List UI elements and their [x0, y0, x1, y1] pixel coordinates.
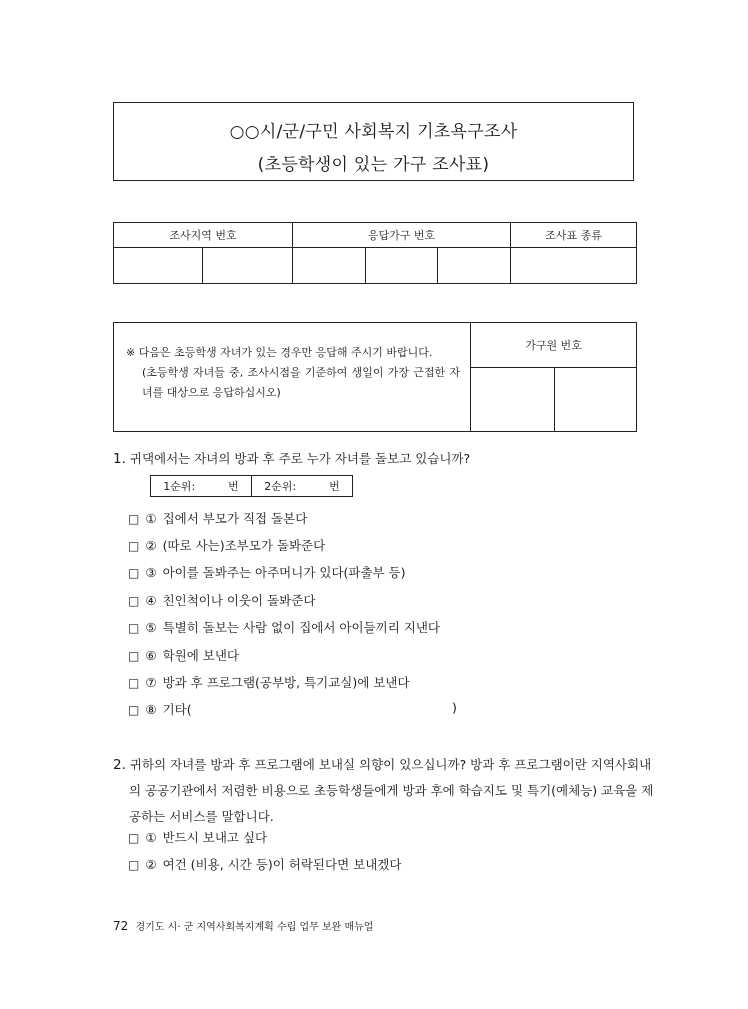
option-number: ③ — [145, 565, 157, 580]
question-2-text-1: 귀하의 자녀를 방과 후 프로그램에 보내실 의향이 있으십니까? 방과 후 프로그램이란 지역사회내 — [129, 757, 652, 772]
q1-option-3[interactable] — [128, 563, 406, 581]
member-number-header: 가구원 번호 — [471, 323, 637, 368]
survey-title: ○○시/군/구민 사회복지 기초욕구조사 — [229, 122, 518, 142]
q1-option-8[interactable] — [128, 700, 192, 718]
option-number: ② — [145, 857, 157, 872]
option-text: 집에서 부모가 직접 돌본다 — [162, 511, 308, 526]
notice-table — [113, 322, 637, 432]
option-number: ① — [145, 511, 157, 526]
option-text: 반드시 보내고 싶다 — [162, 830, 268, 845]
region-number-header: 조사지역 번호 — [114, 223, 293, 248]
page-footer — [113, 918, 373, 933]
form-type-cell[interactable] — [511, 248, 637, 284]
rank-1-label: 1순위: — [163, 480, 196, 493]
checkbox[interactable]: □ — [128, 594, 140, 608]
survey-title-box — [113, 102, 634, 181]
q1-option-6[interactable] — [128, 646, 239, 664]
question-1-text: 귀댁에서는 자녀의 방과 후 주로 누가 자녀를 돌보고 있습니까? — [129, 451, 471, 466]
option-text: 아이를 돌봐주는 아주머니가 있다(파출부 등) — [162, 565, 406, 580]
option-text: 특별히 돌보는 사람 없이 집에서 아이들끼리 지낸다 — [162, 620, 440, 635]
household-number-cell-2[interactable] — [366, 248, 438, 284]
question-2 — [113, 752, 654, 830]
option-number: ⑤ — [145, 620, 157, 635]
option-number: ⑥ — [145, 648, 157, 663]
footer-text: 경기도 시· 군 지역사회복지계획 수립 업무 보완 매뉴얼 — [135, 922, 374, 933]
checkbox[interactable]: □ — [128, 649, 140, 663]
member-number-cell-2[interactable] — [555, 368, 637, 432]
household-number-cell-3[interactable] — [438, 248, 511, 284]
option-text: 학원에 보낸다 — [162, 648, 239, 663]
q1-option-4[interactable] — [128, 591, 315, 609]
household-number-header: 응답가구 번호 — [293, 223, 511, 248]
rank-2-cell[interactable] — [252, 476, 353, 497]
question-1-number: 1. — [113, 451, 126, 467]
region-number-cell-2[interactable] — [203, 248, 293, 284]
option-number: ⑧ — [145, 702, 157, 717]
question-2-line-3: 공하는 서비스를 말합니다. — [129, 809, 274, 824]
other-close-paren: ) — [452, 700, 457, 715]
checkbox[interactable]: □ — [128, 676, 140, 690]
household-number-cell-1[interactable] — [293, 248, 366, 284]
rank-1-unit: 번 — [228, 480, 239, 493]
member-number-cell-1[interactable] — [471, 368, 555, 432]
rank-2-unit: 번 — [329, 480, 340, 493]
option-number: ④ — [145, 593, 157, 608]
checkbox[interactable]: □ — [128, 566, 140, 580]
other-answer-blank[interactable] — [190, 700, 456, 718]
q1-option-5[interactable] — [128, 618, 440, 636]
q2-option-1[interactable] — [128, 828, 267, 846]
notice-line-2: (초등학생 자녀들 중, 조사시점을 기준하여 생일이 가장 근접한 자 — [142, 366, 460, 379]
question-2-number: 2. — [113, 757, 126, 773]
option-number: ② — [145, 538, 157, 553]
checkbox[interactable]: □ — [128, 539, 140, 553]
checkbox[interactable]: □ — [128, 858, 140, 872]
option-text: 기타( — [162, 702, 192, 717]
region-number-cell-1[interactable] — [114, 248, 203, 284]
option-number: ⑦ — [145, 675, 157, 690]
notice-text — [114, 323, 471, 432]
option-text: 친인척이나 이웃이 돌봐준다 — [162, 593, 316, 608]
page-number: 72 — [113, 919, 129, 933]
rank-2-label: 2순위: — [264, 480, 297, 493]
question-1 — [113, 449, 470, 467]
id-number-table — [113, 222, 637, 284]
question-2-line-2: 의 공공기관에서 저렴한 비용으로 초등학생들에게 방과 후에 학습지도 및 특기(예체능) 교육을 제 — [129, 783, 654, 798]
option-text: (따로 사는)조부모가 돌봐준다 — [162, 538, 326, 553]
q2-option-2[interactable] — [128, 855, 401, 873]
checkbox[interactable]: □ — [128, 703, 140, 717]
notice-line-1: ※ 다음은 초등학생 자녀가 있는 경우만 응답해 주시기 바랍니다. — [126, 346, 433, 359]
checkbox[interactable]: □ — [128, 621, 140, 635]
notice-line-3: 녀를 대상으로 응답하십시오) — [142, 386, 281, 399]
rank-1-cell[interactable] — [151, 476, 252, 497]
option-text: 방과 후 프로그램(공부방, 특기교실)에 보낸다 — [162, 675, 410, 690]
checkbox[interactable]: □ — [128, 512, 140, 526]
option-number: ① — [145, 830, 157, 845]
checkbox[interactable]: □ — [128, 831, 140, 845]
q1-option-2[interactable] — [128, 536, 325, 554]
form-type-header: 조사표 종류 — [511, 223, 637, 248]
question-2-line-1 — [113, 752, 652, 778]
q1-option-7[interactable] — [128, 673, 410, 691]
rank-answer-table — [150, 475, 353, 497]
option-text: 여건 (비용, 시간 등)이 허락된다면 보내겠다 — [162, 857, 402, 872]
survey-subtitle: (초등학생이 있는 가구 조사표) — [257, 155, 490, 175]
q1-option-1[interactable] — [128, 509, 307, 527]
